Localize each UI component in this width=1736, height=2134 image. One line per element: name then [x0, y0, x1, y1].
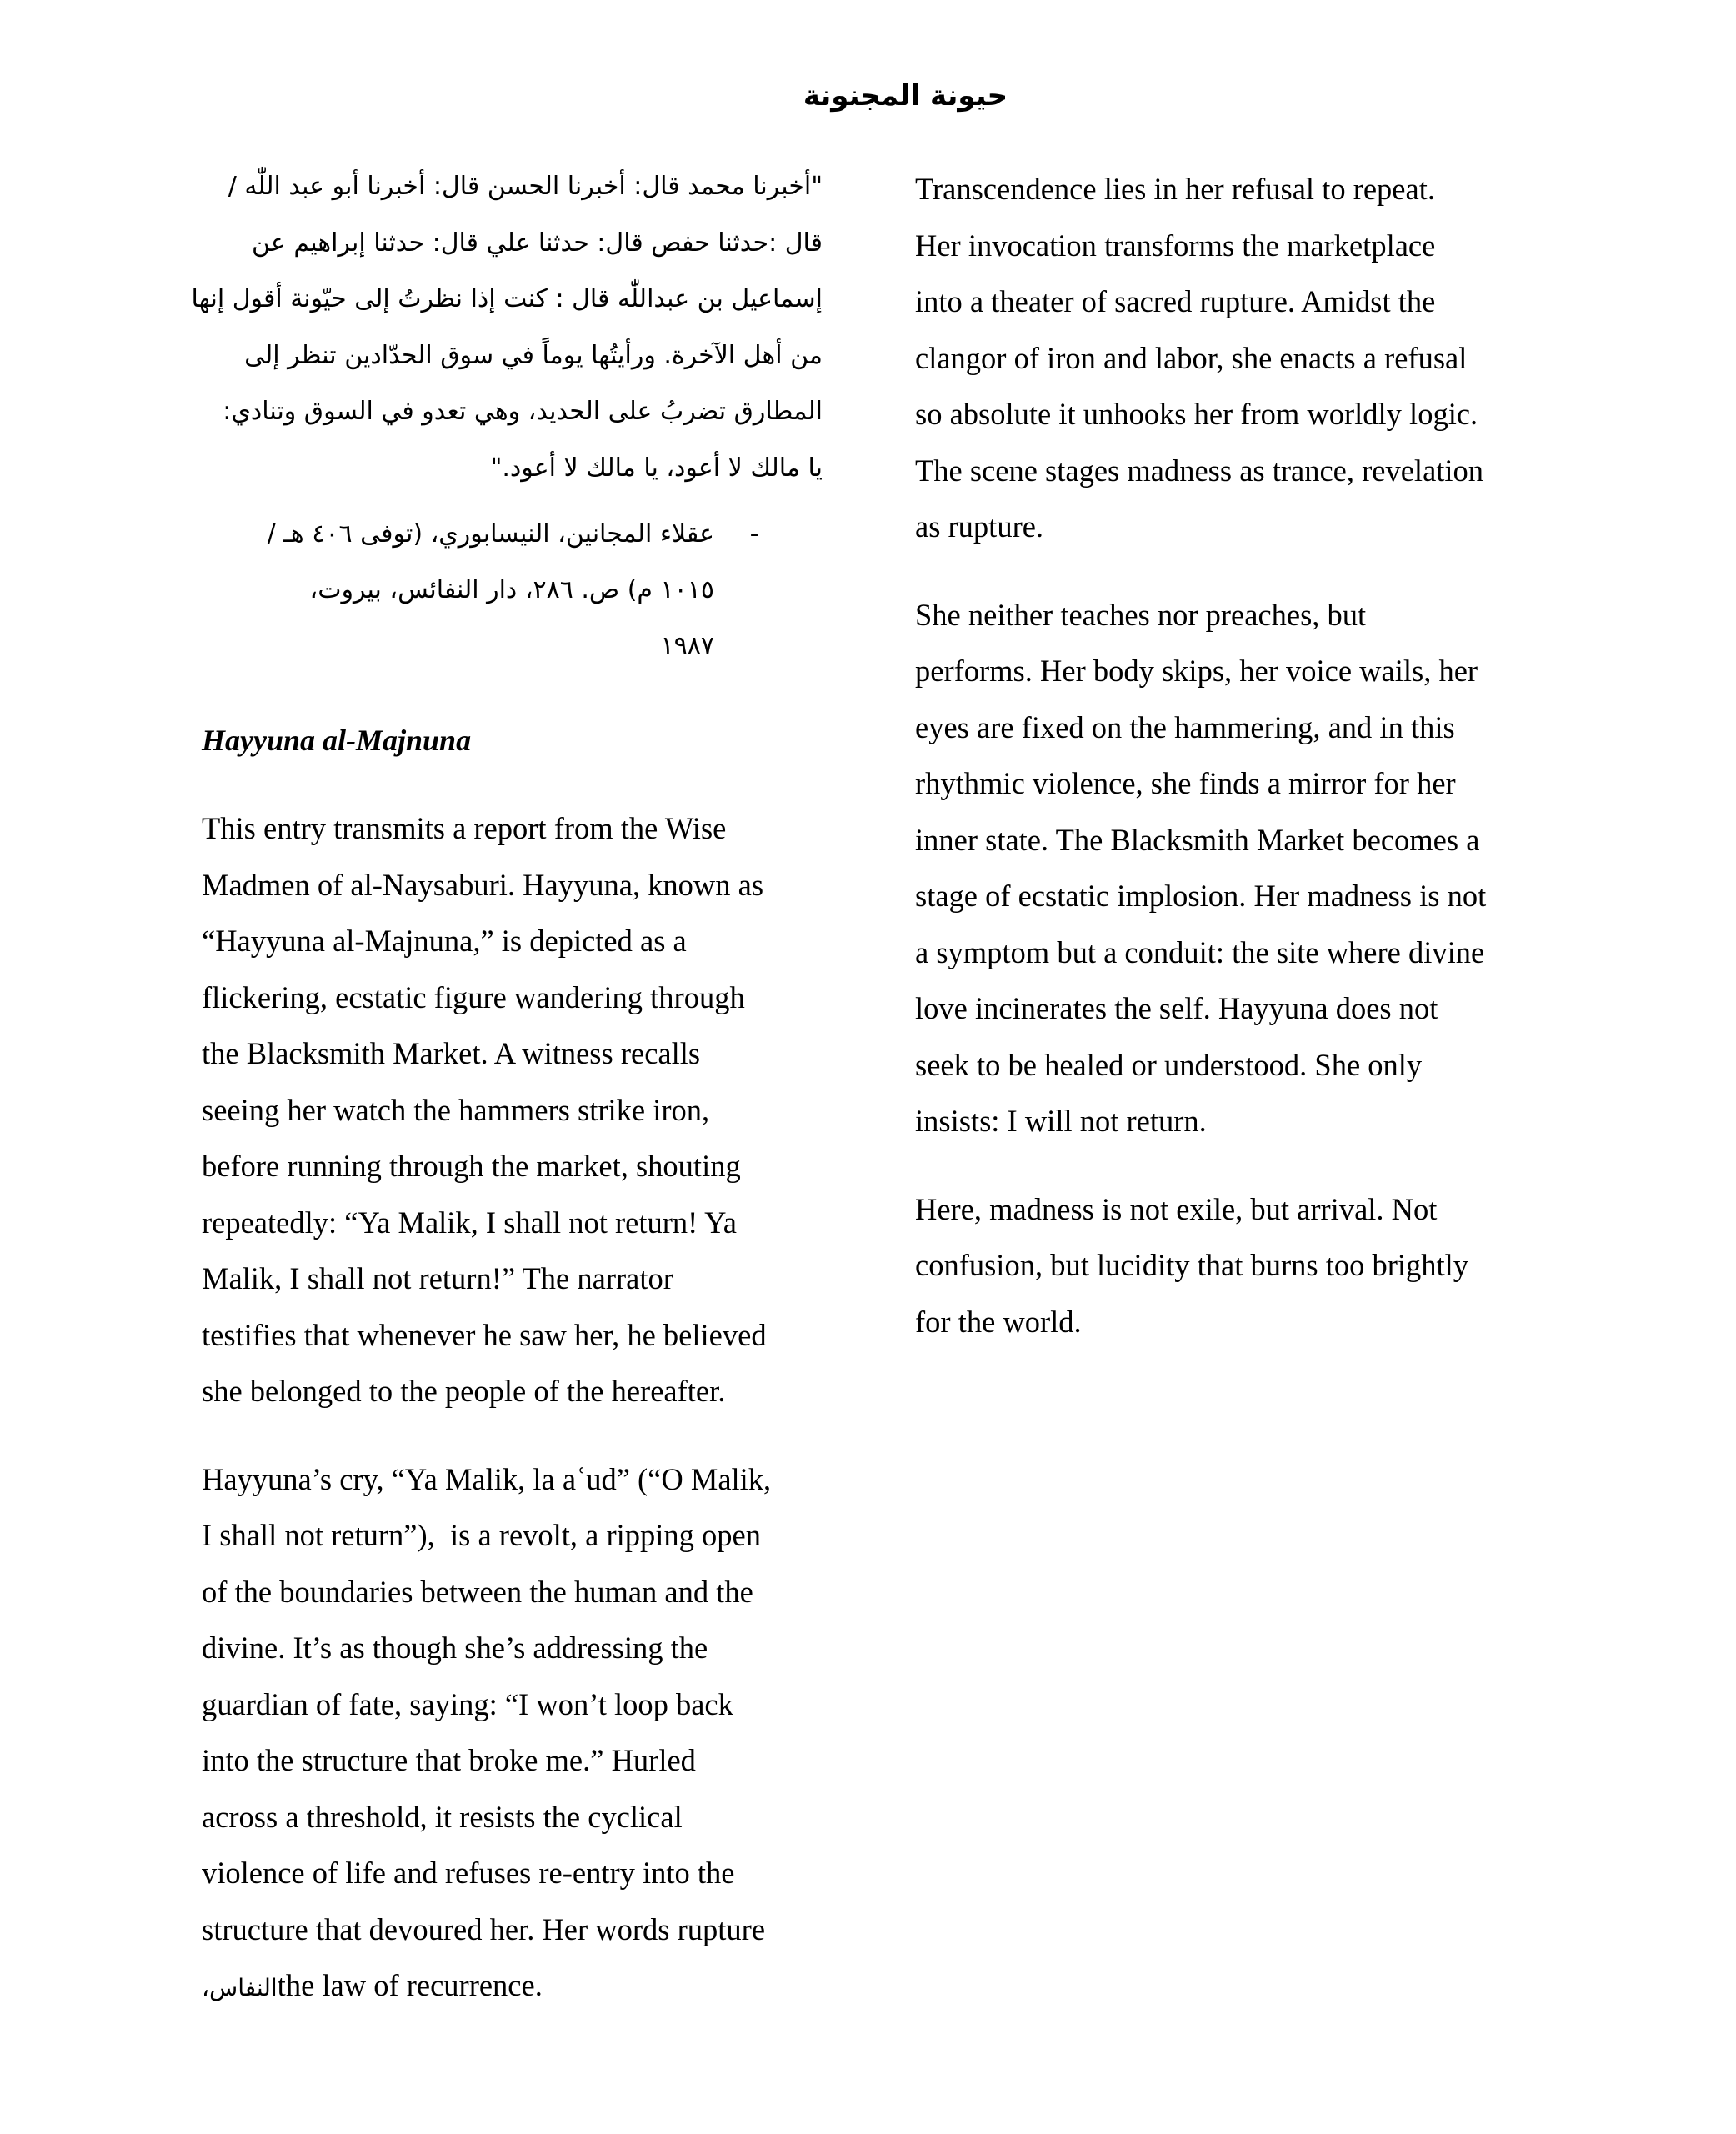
text-line: stage of ecstatic implosion. Her madness is not [915, 879, 1487, 913]
text-line: seeing her watch the hammers strike iron, [202, 1092, 710, 1127]
inline-arabic-word: النفاس، [202, 1974, 278, 2001]
arabic-quote [191, 158, 823, 496]
text-line: She neither teaches nor preaches, but [915, 597, 1367, 632]
text-line: Hayyuna’s cry, “Ya Malik, la aʿud” (“O Malik, [202, 1461, 772, 1496]
paragraph [202, 800, 823, 1420]
text-line: testifies that whenever he saw her, he believed [202, 1317, 767, 1352]
text-line: structure that devoured her. Her words rupture [202, 1911, 766, 1946]
text-line: rhythmic violence, she finds a mirror for her [915, 766, 1456, 800]
text-line: repeatedly: “Ya Malik, I shall not return! Ya [202, 1205, 738, 1240]
text-line: so absolute it unhooks her from worldly logic. [915, 397, 1478, 431]
text-line: This entry transmits a report from the Wise [202, 811, 727, 845]
text-line: into the structure that broke me.” Hurled [202, 1743, 696, 1777]
text-line: confusion, but lucidity that burns too brightly [915, 1248, 1469, 1282]
text-line: Transcendence lies in her refusal to repeat. [915, 172, 1435, 206]
paragraph [915, 1181, 1548, 1350]
text-line: Malik, I shall not return!” The narrator [202, 1261, 673, 1295]
text-line: across a threshold, it resists the cyclical [202, 1799, 683, 1834]
text-line: “Hayyuna al-Majnuna,” is depicted as a [202, 924, 687, 958]
paragraph [915, 161, 1548, 555]
text-line: as rupture. [915, 509, 1044, 544]
arabic-quote-line: يا مالك لا أعود، يا مالك لا أعود." [490, 453, 823, 483]
citation [202, 506, 823, 674]
text-line: for the world. [915, 1304, 1082, 1339]
left-column [191, 158, 823, 2016]
list-bullet: - [749, 519, 759, 549]
text-line: she belonged to the people of the hereafter. [202, 1374, 726, 1408]
arabic-quote-line: قال :حدثنا حفص قال: حدثنا علي قال: حدثنا إبراهيم عن [252, 228, 823, 258]
paragraph [915, 587, 1548, 1150]
text-line: before running through the market, shouting [202, 1149, 741, 1183]
text-line: divine. It’s as though she’s addressing the [202, 1631, 708, 1665]
text-line: clangor of iron and labor, she enacts a refusal [915, 340, 1468, 375]
text-line: Madmen of al-Naysaburi. Hayyuna, known as [202, 867, 764, 902]
text-line: a symptom but a conduit: the site where divine [915, 934, 1485, 969]
arabic-quote-line: إسماعيل بن عبداللّٰه قال : كنت إذا نظرتُ إلى حيّونة أقول إنها [191, 284, 823, 313]
text-line: into a theater of sacred rupture. Amidst the [915, 284, 1436, 318]
arabic-quote-line: المطارق تضربُ على الحديد، وهي تعدو في السوق وتنادي: [223, 397, 823, 426]
text-line: inner state. The Blacksmith Market becomes a [915, 822, 1480, 857]
arabic-title: حيونة المجنونة [803, 79, 1008, 113]
text-fragment: the law of recurrence. [277, 1968, 543, 2002]
text-line: performs. Her body skips, her voice wails, her [915, 654, 1478, 688]
text-line: guardian of fate, saying: “I won’t loop back [202, 1686, 733, 1721]
right-column [915, 161, 1548, 1350]
text-line: Her invocation transforms the marketplace [915, 228, 1436, 263]
text-line: insists: I will not return. [915, 1104, 1207, 1138]
citation-line: ١٠١٥ م) ص. ٢٨٦، دار النفائس، بيروت، [309, 575, 714, 604]
text-line: eyes are fixed on the hammering, and in this [915, 709, 1455, 744]
arabic-quote-line: من أهل الآخرة. ورأيتُها يوماً في سوق الحدّادين تنظر إلى [244, 340, 823, 370]
citation-line: عقلاء المجانين، النيسابوري، (توفى ٤٠٦ هـ / [267, 519, 714, 549]
text-line: the Blacksmith Market. A witness recalls [202, 1036, 701, 1070]
text-line: seek to be healed or understood. She only [915, 1047, 1423, 1082]
text-line: love incinerates the self. Hayyuna does not [915, 991, 1438, 1025]
text-line: of the boundaries between the human and the [202, 1574, 753, 1609]
text-line: Here, madness is not exile, but arrival. Not [915, 1191, 1438, 1226]
citation-line: ١٩٨٧ [660, 631, 714, 660]
paragraph [202, 1451, 823, 2016]
text-line [202, 1957, 823, 2016]
text-line: violence of life and refuses re-entry into the [202, 1856, 735, 1890]
english-heading: Hayyuna al-Majnuna [202, 724, 472, 757]
text-line: The scene stages madness as trance, revelation [915, 453, 1484, 488]
text-line: I shall not return”), is a revolt, a ripping open [202, 1518, 762, 1552]
arabic-quote-line: "أخبرنا محمد قال: أخبرنا الحسن قال: أخبرنا أبو عبد اللّٰه / [228, 172, 823, 201]
text-line: flickering, ecstatic figure wandering through [202, 979, 745, 1014]
